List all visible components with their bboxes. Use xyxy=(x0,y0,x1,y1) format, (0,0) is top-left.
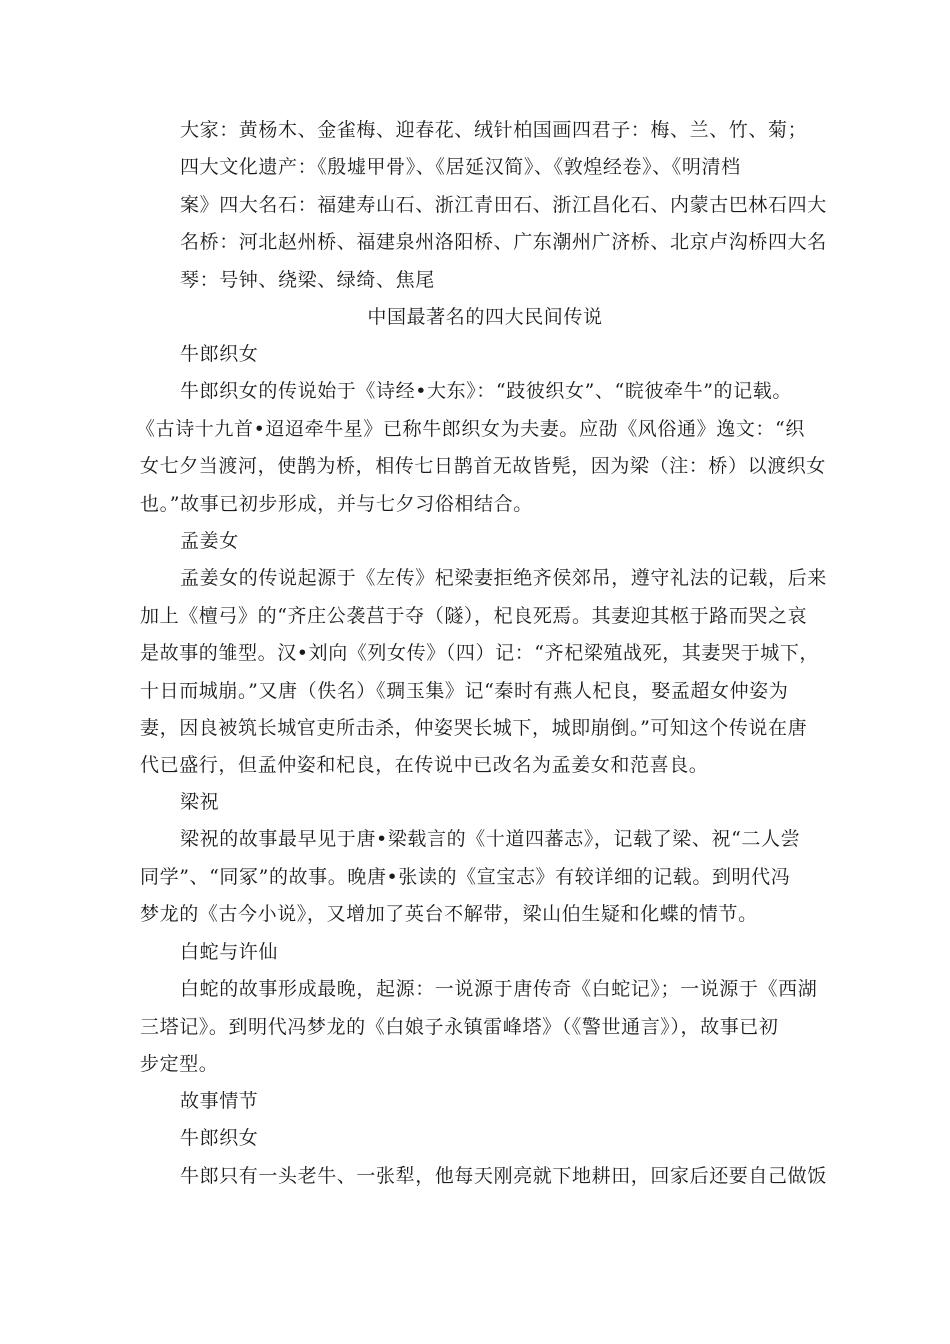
intro-line: 大家：黄杨木、金雀梅、迎春花、绒针柏国画四君子：梅、兰、竹、菊； xyxy=(180,119,808,141)
mengjiang-line: 是故事的雏型。汉•刘向《列女传》（四）记：“齐杞梁殖战死，其妻哭于城下， xyxy=(140,642,820,665)
mengjiang-heading: 孟姜女 xyxy=(180,530,239,552)
niulang-line: 《古诗十九首•迢迢牵牛星》已称牛郎织女为夫妻。应劭《风俗通》逸文：“织 xyxy=(136,417,805,440)
baishe-line: 白蛇的故事形成最晚，起源：一说源于唐传奇《白蛇记》；一说源于《西湖 xyxy=(180,978,818,1001)
plot-section xyxy=(140,1083,830,1195)
liangzhu-line: 梁祝的故事最早见于唐•梁载言的《十道四蕃志》，记载了梁、祝“二人尝 xyxy=(180,828,801,851)
mengjiang-line: 加上《檀弓》的“齐庄公袭莒于夺（隧），杞良死焉。其妻迎其柩于路而哭之哀 xyxy=(140,604,808,627)
mengjiang-line: 孟姜女的传说起源于《左传》杞梁妻拒绝齐侯郊吊，遵守礼法的记载，后来 xyxy=(180,567,827,590)
mengjiang-section xyxy=(140,523,830,785)
intro-line: 四大文化遗产：《殷墟甲骨》、《居延汉简》、《敦煌经卷》、《明清档 xyxy=(180,156,741,179)
intro-line: 名桥：河北赵州桥、福建泉州洛阳桥、广东潮州广济桥、北京卢沟桥四大名 xyxy=(180,231,827,254)
intro-line: 琴：号钟、绕梁、绿绮、焦尾 xyxy=(180,268,435,291)
baishe-line: 三塔记》。到明代冯梦龙的《白娘子永镇雷峰塔》（《警世通言》），故事已初 xyxy=(140,1015,779,1038)
plot-heading: 故事情节 xyxy=(180,1090,259,1112)
niulang-line: 女七夕当渡河，使鹊为桥，相传七日鹊首无故皆髡，因为梁（注：桥）以渡织女 xyxy=(140,455,827,478)
liangzhu-heading: 梁祝 xyxy=(180,791,220,813)
mengjiang-line: 妻，因良被筑长城官吏所击杀，仲姿哭长城下，城即崩倒。”可知这个传说在唐 xyxy=(140,717,808,740)
baishe-line: 步定型。 xyxy=(140,1053,219,1076)
niulang-line: 牛郎织女的传说始于《诗经•大东》：“跂彼织女”、“睆彼牵牛”的记载。 xyxy=(180,380,792,403)
niulang-section xyxy=(136,336,830,523)
liangzhu-line: 同学”、“同冢”的故事。晚唐•张读的《宣宝志》有较详细的记载。到明代冯 xyxy=(140,865,791,888)
baishe-section xyxy=(140,934,830,1084)
mengjiang-line: 代已盛行，但孟仲姿和杞良，在传说中已改名为孟姜女和范喜良。 xyxy=(140,754,709,777)
niulang-heading: 牛郎织女 xyxy=(180,343,259,365)
niulang-line: 也。”故事已初步形成，并与七夕习俗相结合。 xyxy=(140,492,533,515)
liangzhu-line: 梦龙的《古今小说》，又增加了英台不解带，梁山伯生疑和化蝶的情节。 xyxy=(140,903,758,926)
baishe-heading: 白蛇与许仙 xyxy=(180,941,279,963)
liangzhu-section xyxy=(140,784,830,934)
section-title-wrap xyxy=(140,299,830,336)
plot-sub-heading: 牛郎织女 xyxy=(180,1127,259,1150)
section-title: 中国最著名的四大民间传说 xyxy=(367,306,603,328)
intro-line: 案》四大名石：福建寿山石、浙江青田石、浙江昌化石、内蒙古巴林石四大 xyxy=(180,193,827,216)
mengjiang-line: 十日而城崩。”又唐（佚名）《琱玉集》记“秦时有燕人杞良，娶孟超女仲姿为 xyxy=(140,679,789,702)
intro-paragraph xyxy=(180,112,830,299)
plot-line: 牛郎只有一头老牛、一张犁，他每天刚亮就下地耕田，回家后还要自己做饭 xyxy=(180,1164,827,1187)
